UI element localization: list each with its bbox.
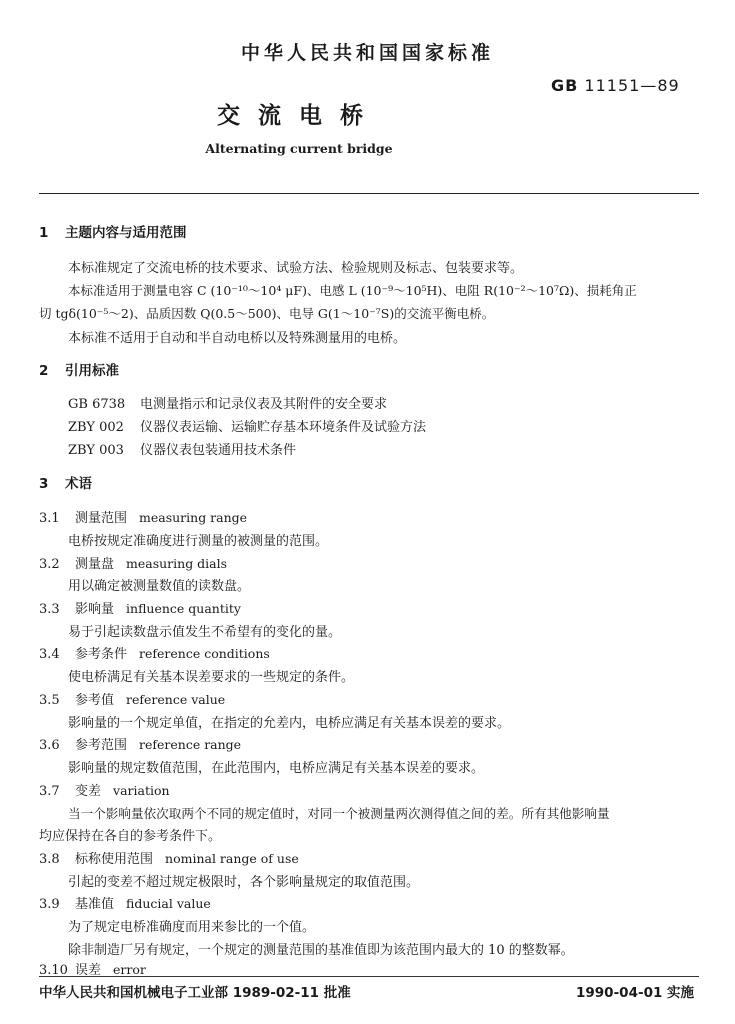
approval-statement: 中华人民共和国机械电子工业部 1989-02-11 批准 bbox=[39, 985, 351, 1001]
term-name-cn: 影响量 bbox=[75, 602, 115, 617]
reference-title: 电测量指示和记录仪表及其附件的安全要求 bbox=[140, 397, 388, 412]
term-definition: 电桥按规定准确度进行测量的被测量的范围。 bbox=[68, 534, 329, 549]
section-1-heading bbox=[39, 221, 187, 241]
term-definition: 当一个影响量依次取两个不同的规定值时，对同一个被测量两次测得值之间的差。所有其他影响量 bbox=[68, 806, 610, 821]
term-name-en: error bbox=[113, 962, 146, 977]
term-heading bbox=[39, 734, 241, 753]
section-3-heading bbox=[39, 472, 92, 492]
term-name-cn: 测量范围 bbox=[75, 511, 128, 526]
reference-item bbox=[68, 393, 387, 412]
document-title-cn: 交流电桥 bbox=[217, 103, 381, 129]
term-definition: 引起的变差不超过规定极限时，各个影响量规定的取值范围。 bbox=[68, 875, 420, 890]
term-name-en: measuring dials bbox=[126, 556, 228, 571]
term-heading bbox=[39, 553, 227, 572]
national-standard-title: 中华人民共和国国家标准 bbox=[240, 42, 494, 64]
term-heading bbox=[39, 507, 247, 526]
term-name-cn: 参考值 bbox=[75, 693, 115, 708]
term-name-en: nominal range of use bbox=[165, 851, 299, 866]
term-number: 3.2 bbox=[39, 557, 60, 572]
reference-code: ZBY 003 bbox=[68, 443, 124, 458]
section-title: 术语 bbox=[65, 476, 92, 492]
term-definition: 用以确定被测量数值的读数盘。 bbox=[68, 579, 251, 594]
reference-code: GB 6738 bbox=[68, 397, 126, 412]
term-number: 3.10 bbox=[39, 963, 68, 978]
reference-title: 仪器仪表运输、运输贮存基本环境条件及试验方法 bbox=[140, 420, 427, 435]
term-name-en: influence quantity bbox=[126, 601, 241, 616]
section-number: 3 bbox=[39, 476, 49, 492]
term-number: 3.7 bbox=[39, 784, 60, 799]
section-number: 1 bbox=[39, 225, 49, 241]
header-divider bbox=[39, 193, 699, 194]
term-definition: 影响量的一个规定单值，在指定的允差内，电桥应满足有关基本误差的要求。 bbox=[68, 716, 511, 731]
section-title: 引用标准 bbox=[65, 363, 119, 379]
term-name-en: reference conditions bbox=[139, 646, 270, 661]
effective-date: 1990-04-01 实施 bbox=[576, 985, 695, 1001]
term-heading bbox=[39, 643, 270, 662]
term-number: 3.1 bbox=[39, 511, 60, 526]
reference-item bbox=[68, 439, 296, 458]
term-definition: 为了规定电桥准确度而用来参比的一个值。 bbox=[68, 920, 316, 935]
term-definition: 除非制造厂另有规定，一个规定的测量范围的基准值即为该范围内最大的 10 的整数幂。 bbox=[68, 943, 574, 958]
footer-divider bbox=[39, 976, 699, 977]
term-definition: 影响量的规定数值范围，在此范围内，电桥应满足有关基本误差的要求。 bbox=[68, 761, 485, 776]
term-name-cn: 基准值 bbox=[75, 897, 115, 912]
term-number: 3.8 bbox=[39, 852, 60, 867]
reference-title: 仪器仪表包装通用技术条件 bbox=[140, 443, 297, 458]
term-definition: 易于引起读数盘示值发生不希望有的变化的量。 bbox=[68, 625, 342, 640]
term-heading bbox=[39, 598, 241, 617]
term-number: 3.5 bbox=[39, 693, 60, 708]
term-name-en: reference range bbox=[139, 737, 242, 752]
term-number: 3.9 bbox=[39, 897, 60, 912]
term-name-en: fiducial value bbox=[126, 896, 211, 911]
term-definition: 均应保持在各自的参考条件下。 bbox=[39, 829, 222, 844]
term-name-cn: 标称使用范围 bbox=[75, 852, 154, 867]
reference-code: ZBY 002 bbox=[68, 420, 124, 435]
term-heading bbox=[39, 848, 299, 867]
term-number: 3.6 bbox=[39, 738, 60, 753]
gb-prefix: GB bbox=[551, 76, 579, 95]
section-2-heading bbox=[39, 359, 119, 379]
term-name-en: measuring range bbox=[139, 510, 248, 525]
term-number: 3.4 bbox=[39, 647, 60, 662]
standard-code bbox=[551, 76, 680, 95]
term-name-cn: 测量盘 bbox=[75, 557, 115, 572]
term-name-cn: 变差 bbox=[75, 784, 102, 799]
paragraph: 本标准不适用于自动和半自动电桥以及特殊测量用的电桥。 bbox=[68, 331, 407, 346]
document-title-en: Alternating current bridge bbox=[205, 141, 393, 156]
term-name-cn: 参考范围 bbox=[75, 738, 128, 753]
section-title: 主题内容与适用范围 bbox=[65, 225, 187, 241]
term-name-en: variation bbox=[113, 783, 170, 798]
paragraph: 切 tgδ(10⁻⁵～2)、品质因数 Q(0.5～500)、电导 G(1～10⁻⁷S)的交流平衡电桥。 bbox=[39, 306, 495, 321]
gb-number: 11151—89 bbox=[584, 76, 680, 95]
paragraph: 本标准适用于测量电容 C (10⁻¹⁰～10⁴ μF)、电感 L (10⁻⁹～10⁵H)、电阻 R(10⁻²～10⁷Ω)、损耗角正 bbox=[68, 283, 637, 298]
term-name-cn: 参考条件 bbox=[75, 647, 128, 662]
term-definition: 使电桥满足有关基本误差要求的一些规定的条件。 bbox=[68, 670, 355, 685]
section-number: 2 bbox=[39, 363, 49, 379]
term-number: 3.3 bbox=[39, 602, 60, 617]
paragraph: 本标准规定了交流电桥的技术要求、试验方法、检验规则及标志、包装要求等。 bbox=[68, 261, 524, 276]
reference-item bbox=[68, 416, 426, 435]
term-name-en: reference value bbox=[126, 692, 226, 707]
term-heading bbox=[39, 893, 211, 912]
term-heading bbox=[39, 780, 170, 799]
term-name-cn: 误差 bbox=[75, 963, 102, 978]
term-heading bbox=[39, 689, 225, 708]
